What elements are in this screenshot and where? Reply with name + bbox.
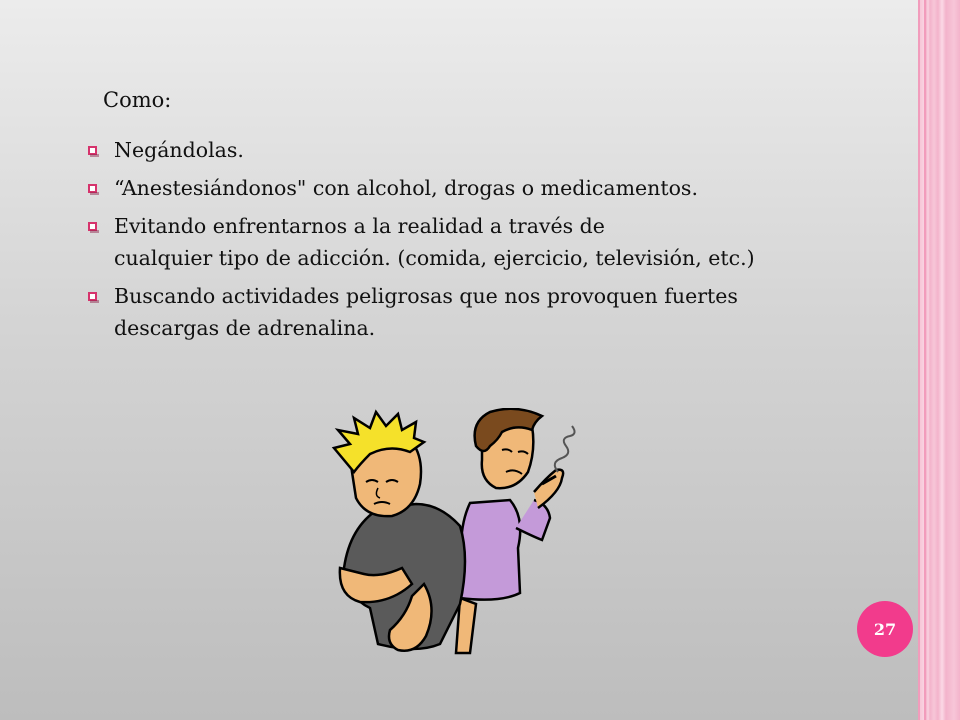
- bullet-item: [84, 134, 784, 166]
- bullet-text-line: Evitando enfrentarnos a la realidad a través de: [114, 214, 605, 238]
- bullet-text-line: descargas de adrenalina.: [114, 316, 376, 340]
- bullet-item: [84, 172, 784, 204]
- back-figure: [456, 409, 575, 653]
- square-bullet-icon: [88, 146, 97, 155]
- square-bullet-icon: [88, 292, 97, 301]
- square-bullet-icon: [88, 184, 97, 193]
- bullet-text-line: Buscando actividades peligrosas que nos provoquen fuertes: [114, 284, 738, 308]
- right-border-decoration: [920, 0, 960, 720]
- bullet-list: [84, 134, 784, 350]
- page-number-badge: 27: [857, 601, 913, 657]
- smoking-youths-illustration: [320, 408, 580, 658]
- bullet-text: Negándolas.: [114, 138, 244, 162]
- border-line: [918, 0, 920, 720]
- bullet-item: [84, 210, 784, 274]
- border-line: [924, 0, 926, 720]
- square-bullet-icon: [88, 222, 97, 231]
- intro-text: Como:: [103, 88, 172, 112]
- bullet-text-line: cualquier tipo de adicción. (comida, ejercicio, televisión, etc.): [114, 246, 755, 270]
- front-figure: [334, 412, 465, 651]
- bullet-item: [84, 280, 784, 344]
- bullet-text: “Anestesiándonos" con alcohol, drogas o medicamentos.: [114, 176, 698, 200]
